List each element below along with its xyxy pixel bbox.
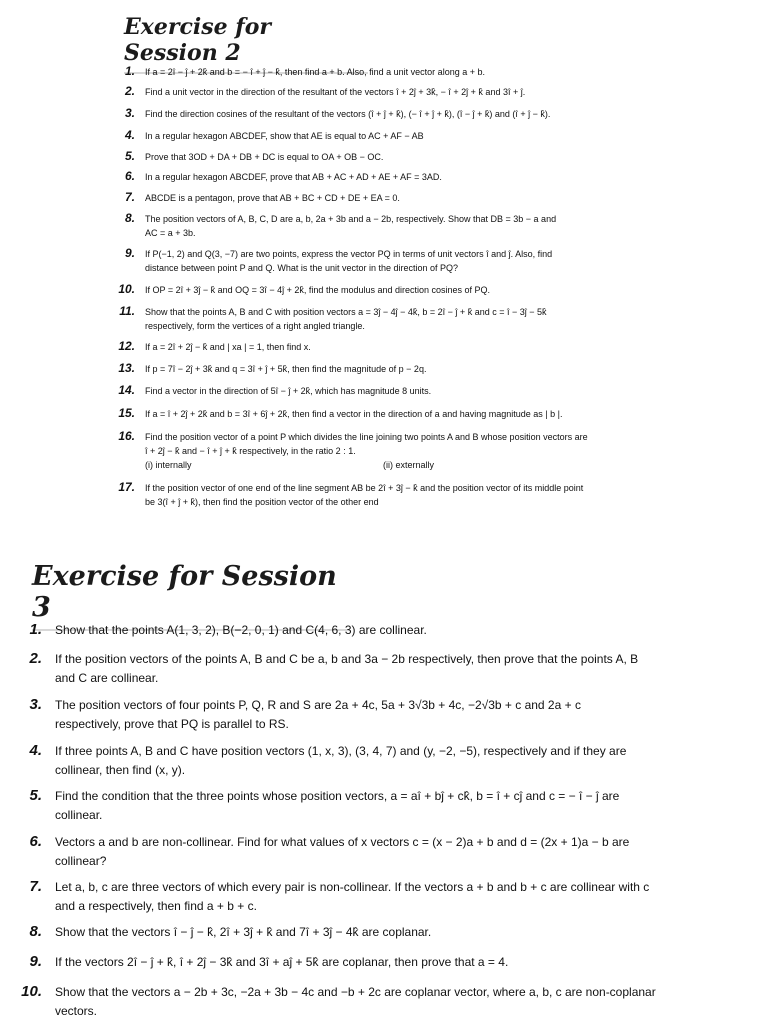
exercise-item bbox=[0, 480, 640, 509]
exercise-item bbox=[0, 742, 705, 780]
exercise-text: If P(−1, 2) and Q(3, −7) are two points, express the vector PQ in terms of unit vectors î and ĵ. Also, find distance between point P and Q. What is the unit vector in the direction of PQ? bbox=[145, 249, 553, 273]
exercise-item bbox=[0, 833, 705, 871]
exercise-number: 11. bbox=[119, 304, 135, 318]
exercise-text: The position vectors of A, B, C, D are a, b, 2a + 3b and a − 2b, respectively. Show that DB = 3b − a and AC = a + 3b. bbox=[145, 214, 557, 238]
session-3-title: Exercise for Session 3 bbox=[32, 561, 350, 631]
subpart-internally: (i) internally bbox=[145, 460, 192, 470]
exercise-item bbox=[0, 983, 705, 1021]
exercise-number: 9. bbox=[124, 246, 135, 260]
exercise-subparts bbox=[145, 458, 640, 472]
exercise-number: 14. bbox=[118, 383, 135, 397]
exercise-text: If p = 7î − 2ĵ + 3k̂ and q = 3î + ĵ + 5k̂, then find the magnitude of p − 2q. bbox=[145, 364, 427, 374]
exercise-number: 17. bbox=[118, 480, 135, 494]
exercise-text: If a = î + 2ĵ + 2k̂ and b = 3î + 6ĵ + 2k̂, then find a vector in the direction of a and having magnitude as | b |. bbox=[145, 409, 563, 419]
exercise-number: 4. bbox=[124, 128, 135, 142]
exercise-item bbox=[0, 953, 705, 972]
exercise-item bbox=[0, 190, 640, 205]
exercise-text: If the vectors 2î − ĵ + k̂, î + 2ĵ − 3k̂ and 3î + aĵ + 5k̂ are coplanar, then prove that a = 4. bbox=[55, 955, 509, 969]
exercise-number: 6. bbox=[124, 169, 135, 183]
exercise-item bbox=[0, 650, 705, 688]
exercise-number: 10. bbox=[118, 282, 135, 296]
exercise-text: In a regular hexagon ABCDEF, prove that AB + AC + AD + AE + AF = 3AD. bbox=[145, 172, 442, 182]
exercise-item bbox=[0, 149, 640, 164]
exercise-text: Find the direction cosines of the resultant of the vectors (î + ĵ + k̂), (− î + ĵ + k̂), (î − ĵ + k̂) and (î + ĵ − k̂). bbox=[145, 109, 551, 119]
exercise-text: If a = 2î − ĵ + 2k̂ and b = − î + ĵ − k̂, then find a + b. Also, find a unit vector along a + b. bbox=[145, 67, 485, 77]
exercise-number: 1. bbox=[29, 621, 42, 638]
exercise-item bbox=[0, 361, 640, 376]
exercise-number: 13. bbox=[118, 361, 135, 375]
exercise-item bbox=[0, 406, 640, 421]
exercise-item bbox=[0, 84, 640, 99]
exercise-number: 1. bbox=[124, 64, 135, 78]
exercise-text: The position vectors of four points P, Q, R and S are 2a + 4c, 5a + 3√3b + 4c, −2√3b + c and 2a + c respectively, prove that PQ is parallel to RS. bbox=[55, 698, 581, 731]
exercise-number: 10. bbox=[21, 983, 42, 1000]
exercise-text: Find the condition that the three points whose position vectors, a = aî + bĵ + ck̂, b = î + cĵ and c = − î − ĵ are collinear. bbox=[55, 789, 620, 822]
exercise-item bbox=[0, 211, 640, 240]
exercise-number: 4. bbox=[29, 742, 42, 759]
exercise-item bbox=[0, 246, 640, 275]
exercise-number: 5. bbox=[29, 787, 42, 804]
exercise-number: 7. bbox=[124, 190, 135, 204]
exercise-text: If the position vector of one end of the line segment AB be 2î + 3ĵ − k̂ and the position vector of its middle point be 3(î + ĵ + k̂), then find the position vector of the other end bbox=[145, 483, 584, 507]
exercise-text: Prove that 3OD + DA + DB + DC is equal to OA + OB − OC. bbox=[145, 152, 384, 162]
exercise-number: 8. bbox=[124, 211, 135, 225]
exercise-item bbox=[0, 106, 640, 121]
exercise-item bbox=[0, 787, 705, 825]
exercise-number: 5. bbox=[124, 149, 135, 163]
exercise-number: 12. bbox=[118, 339, 135, 353]
exercise-number: 2. bbox=[29, 650, 42, 667]
exercise-text: If three points A, B and C have position vectors (1, x, 3), (3, 4, 7) and (y, −2, −5), respectively and if they are collinear, then find (x, y). bbox=[55, 744, 627, 777]
exercise-body bbox=[145, 429, 640, 472]
exercise-item bbox=[0, 383, 640, 398]
exercise-item bbox=[0, 923, 705, 942]
exercise-item bbox=[0, 339, 640, 354]
exercise-text: Show that the vectors î − ĵ − k̂, 2î + 3ĵ + k̂ and 7î + 3ĵ − 4k̂ are coplanar. bbox=[55, 925, 432, 939]
exercise-text: If OP = 2î + 3ĵ − k̂ and OQ = 3î − 4ĵ + 2k̂, find the modulus and direction cosines of PQ. bbox=[145, 285, 491, 295]
exercise-text: Find the position vector of a point P which divides the line joining two points A and B whose position vectors are î + 2ĵ − k̂ and − î + ĵ + k̂ respectively, in the ratio 2 : 1. bbox=[145, 432, 588, 456]
exercise-number: 7. bbox=[29, 878, 42, 895]
exercise-item bbox=[0, 282, 640, 297]
exercise-number: 8. bbox=[29, 923, 42, 940]
exercise-number: 3. bbox=[29, 696, 42, 713]
exercise-text: Find a unit vector in the direction of the resultant of the vectors î + 2ĵ + 3k̂, − î + 2ĵ + k̂ and 3î + ĵ. bbox=[145, 87, 526, 97]
exercise-number: 6. bbox=[29, 833, 42, 850]
exercise-item bbox=[0, 304, 640, 333]
exercise-text: Find a vector in the direction of 5î − ĵ + 2k̂, which has magnitude 8 units. bbox=[145, 386, 432, 396]
exercise-number: 3. bbox=[124, 106, 135, 120]
exercise-text: In a regular hexagon ABCDEF, show that AE is equal to AC + AF − AB bbox=[145, 131, 424, 141]
exercise-item bbox=[0, 696, 705, 734]
exercise-text: Let a, b, c are three vectors of which every pair is non-collinear. If the vectors a + b and b + c are collinear with c and a respectively, then find a + b + c. bbox=[55, 880, 650, 913]
exercise-text: ABCDE is a pentagon, prove that AB + BC + CD + DE + EA = 0. bbox=[145, 193, 400, 203]
exercise-item bbox=[0, 169, 640, 184]
exercise-text: Show that the points A(1, 3, 2), B(−2, 0, 1) and C(4, 6, 3) are collinear. bbox=[55, 623, 427, 637]
exercise-item bbox=[0, 128, 640, 143]
exercise-text: Show that the vectors a − 2b + 3c, −2a + 3b − 4c and −b + 2c are coplanar vector, where a, b, c are non-coplanar vectors. bbox=[55, 985, 656, 1018]
exercise-text: If a = 2î + 2ĵ − k̂ and | xa | = 1, then find x. bbox=[145, 342, 311, 352]
subpart-externally: (ii) externally bbox=[383, 460, 435, 470]
exercise-number: 15. bbox=[118, 406, 135, 420]
exercise-item bbox=[0, 64, 640, 79]
session-2-title: Exercise for Session 2 bbox=[124, 14, 368, 74]
exercise-item bbox=[0, 878, 705, 916]
exercise-item bbox=[0, 621, 705, 640]
exercise-number: 9. bbox=[29, 953, 42, 970]
exercise-text: Show that the points A, B and C with position vectors a = 3ĵ − 4ĵ − 4k̂, b = 2î − ĵ + k̂ and c = î − 3ĵ − 5k̂ respectively, form the vertices of a right angled triangle. bbox=[145, 307, 547, 331]
exercise-number: 16. bbox=[118, 429, 135, 443]
exercise-number: 2. bbox=[124, 84, 135, 98]
exercise-item bbox=[0, 429, 640, 472]
exercise-text: Vectors a and b are non-collinear. Find for what values of x vectors c = (x − 2)a + b and d = (2x + 1)a − b are collinear? bbox=[55, 835, 630, 868]
exercise-text: If the position vectors of the points A, B and C be a, b and 3a − 2b respectively, then prove that the points A, B and C are collinear. bbox=[55, 652, 639, 685]
